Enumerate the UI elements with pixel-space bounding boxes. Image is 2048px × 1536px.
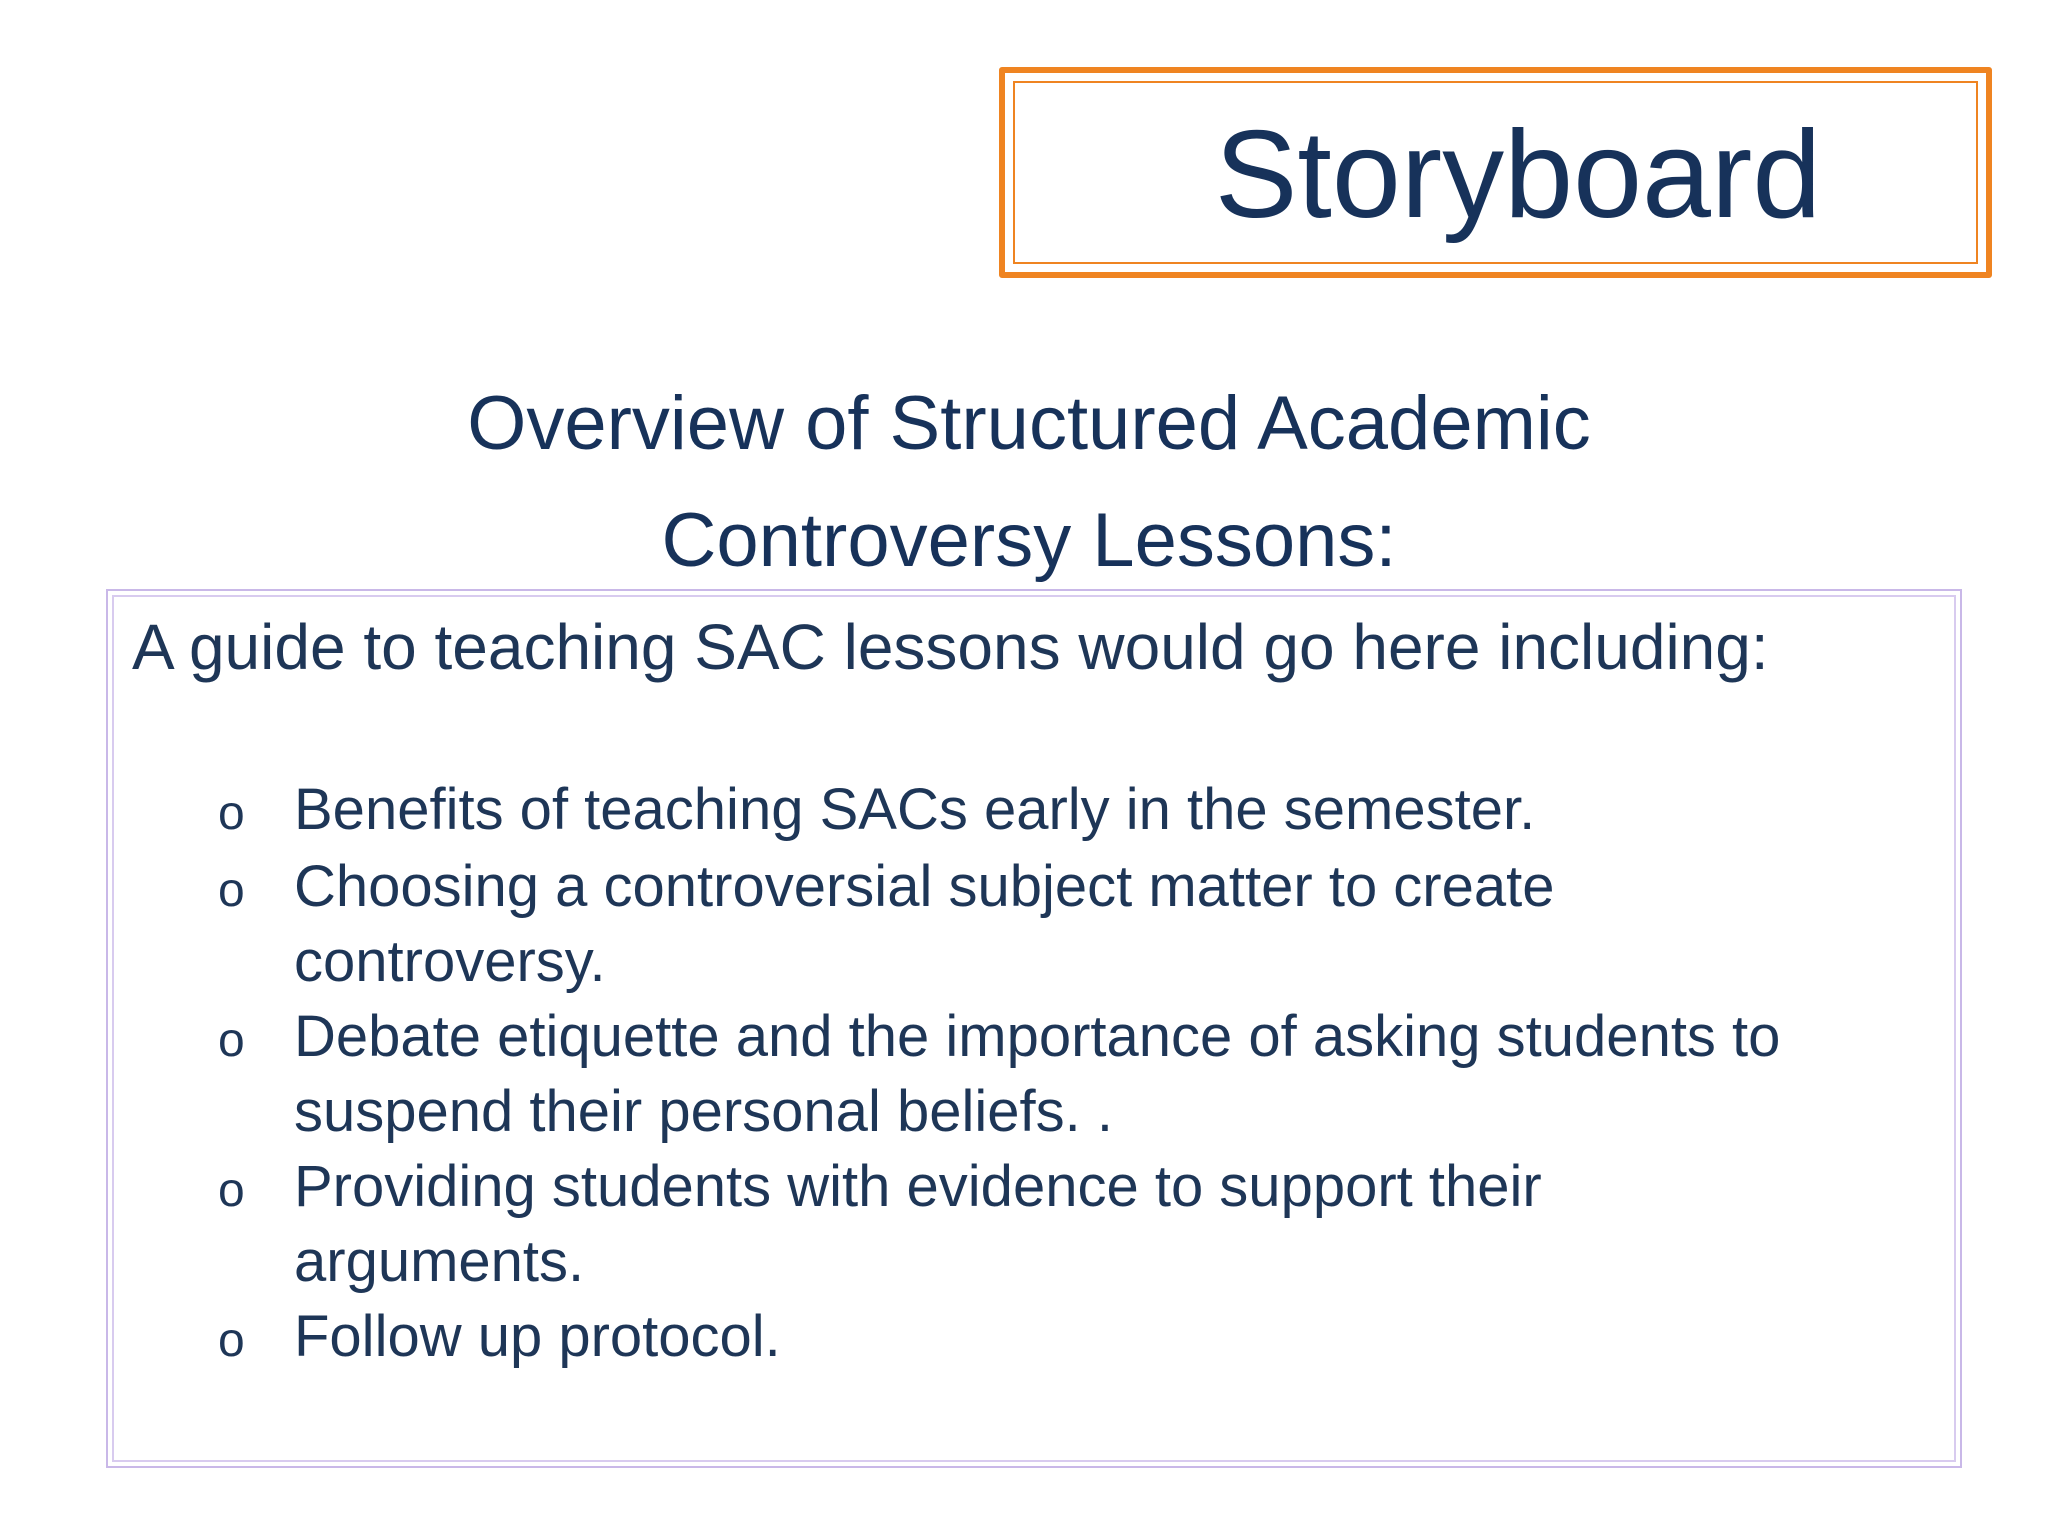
bullet-text: Debate etiquette and the importance of asking students to suspend their personal beliefs. . <box>294 1004 1781 1144</box>
bullet-text: Choosing a controversial subject matter to create controversy. <box>294 854 1555 994</box>
slide-title: Storyboard <box>1214 106 1822 244</box>
bullet-item <box>108 1149 1794 1299</box>
bullet-item <box>108 849 1794 999</box>
overview-heading-line-1: Overview of Structured Academic <box>467 381 1591 466</box>
intro-text: A guide to teaching SAC lessons would go here including: <box>132 611 1769 683</box>
bullet-item <box>108 999 1994 1149</box>
bullet-marker-icon: o <box>218 787 245 840</box>
content-box <box>106 589 1962 1468</box>
bullet-marker-icon: o <box>218 864 245 917</box>
bullet-text: Providing students with evidence to support their arguments. <box>294 1154 1542 1294</box>
bullet-marker-icon: o <box>218 1314 245 1367</box>
bullet-list <box>108 772 1808 1374</box>
bullet-text: Benefits of teaching SACs early in the semester. <box>294 777 1536 842</box>
bullet-marker-icon: o <box>218 1014 245 1067</box>
bullet-item <box>108 1299 1808 1374</box>
overview-heading <box>0 365 2048 599</box>
bullet-text: Follow up protocol. <box>294 1304 781 1369</box>
overview-heading-line-2: Controversy Lessons: <box>661 498 1397 583</box>
bullet-item <box>108 772 1808 847</box>
title-box <box>999 67 1992 278</box>
bullet-marker-icon: o <box>218 1164 245 1217</box>
